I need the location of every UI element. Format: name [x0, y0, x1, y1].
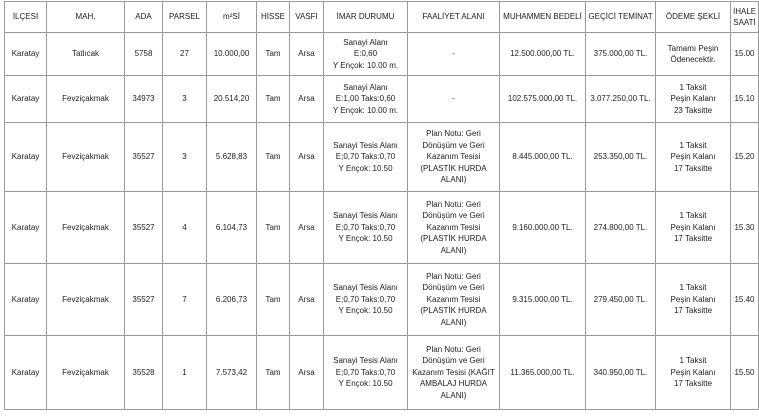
header-ilce: İLÇESİ — [5, 2, 47, 33]
table-row — [5, 123, 759, 192]
cell-vasfi: Arsa — [290, 264, 324, 336]
cell-odeme-sekli: 1 Taksit Peşin Kalanı 17 Taksitte — [656, 264, 731, 336]
cell-vasfi: Arsa — [290, 336, 324, 410]
cell-muhammen-bedeli: 12.500.000,00 TL. — [500, 33, 586, 76]
cell-mahalle: Fevziçakmak — [47, 192, 125, 264]
table-row — [5, 33, 759, 76]
cell-ilce: Karatay — [5, 192, 47, 264]
cell-ihale-saati: 15.30 — [731, 192, 759, 264]
cell-ihale-saati: 15.10 — [731, 76, 759, 123]
table-row — [5, 76, 759, 123]
header-ada: ADA — [125, 2, 163, 33]
cell-muhammen-bedeli: 11.365.000,00 TL. — [500, 336, 586, 410]
table-row — [5, 192, 759, 264]
cell-mahalle: Fevziçakmak — [47, 123, 125, 192]
cell-gecici-teminat: 3.077.250,00 TL. — [586, 76, 656, 123]
cell-faaliyet-alani: Plan Notu: Geri Dönüşüm ve Geri Kazanım Tesisi (PLASTİK HURDA ALANI) — [408, 264, 500, 336]
cell-hisse: Tam — [257, 192, 290, 264]
cell-vasfi: Arsa — [290, 33, 324, 76]
cell-ilce: Karatay — [5, 76, 47, 123]
cell-imar-durumu: Sanayi Alanı E:1,00 Taks:0,60 Y Ençok: 10.00 m. — [324, 76, 408, 123]
cell-faaliyet-alani: - — [408, 76, 500, 123]
header-odeme-sekli: ÖDEME ŞEKLİ — [656, 2, 731, 33]
cell-area: 7.573,42 — [207, 336, 257, 410]
header-hisse: HİSSE — [257, 2, 290, 33]
cell-faaliyet-alani: - — [408, 33, 500, 76]
cell-parsel: 4 — [163, 192, 207, 264]
cell-hisse: Tam — [257, 123, 290, 192]
cell-vasfi: Arsa — [290, 123, 324, 192]
header-ihale-saati: İHALE SAATİ — [731, 2, 759, 33]
cell-odeme-sekli: 1 Taksit Peşin Kalanı 17 Taksitte — [656, 123, 731, 192]
cell-ilce: Karatay — [5, 264, 47, 336]
cell-hisse: Tam — [257, 264, 290, 336]
cell-gecici-teminat: 274.800,00 TL. — [586, 192, 656, 264]
cell-ada: 35527 — [125, 264, 163, 336]
cell-imar-durumu: Sanayi Tesis Alanı E;0,70 Taks:0,70 Y Ençok: 10.50 — [324, 264, 408, 336]
cell-imar-durumu: Sanayi Tesis Alanı E;0,70 Taks:0,70 Y Ençok: 10.50 — [324, 192, 408, 264]
cell-area: 20.514,20 — [207, 76, 257, 123]
cell-ada: 35527 — [125, 123, 163, 192]
cell-gecici-teminat: 279.450,00 TL. — [586, 264, 656, 336]
cell-hisse: Tam — [257, 33, 290, 76]
header-gecici-teminat: GEÇİCİ TEMİNAT — [586, 2, 656, 33]
cell-mahalle: Fevziçakmak — [47, 336, 125, 410]
cell-mahalle: Fevziçakmak — [47, 264, 125, 336]
cell-muhammen-bedeli: 102.575.000,00 TL. — [500, 76, 586, 123]
cell-area: 6.206,73 — [207, 264, 257, 336]
cell-mahalle: Fevziçakmak — [47, 76, 125, 123]
cell-vasfi: Arsa — [290, 76, 324, 123]
cell-parsel: 7 — [163, 264, 207, 336]
cell-faaliyet-alani: Plan Notu: Geri Dönüşüm ve Geri Kazanım Tesisi (KAĞIT AMBALAJ HURDA ALANI) — [408, 336, 500, 410]
cell-gecici-teminat: 340.950,00 TL. — [586, 336, 656, 410]
cell-faaliyet-alani: Plan Notu: Geri Dönüşüm ve Geri Kazanım Tesisi (PLASTİK HURDA ALANI) — [408, 123, 500, 192]
cell-ilce: Karatay — [5, 336, 47, 410]
header-imar-durumu: İMAR DURUMU — [324, 2, 408, 33]
cell-parsel: 3 — [163, 123, 207, 192]
table-row — [5, 336, 759, 410]
cell-ilce: Karatay — [5, 123, 47, 192]
table-row — [5, 264, 759, 336]
cell-muhammen-bedeli: 8.445.000,00 TL. — [500, 123, 586, 192]
cell-imar-durumu: Sanayi Alanı E:0,60 Y Ençok: 10.00 m. — [324, 33, 408, 76]
cell-odeme-sekli: 1 Taksit Peşin Kalanı 17 Taksitte — [656, 336, 731, 410]
cell-ihale-saati: 15.50 — [731, 336, 759, 410]
header-parsel: PARSEL — [163, 2, 207, 33]
cell-odeme-sekli: Tamamı Peşin Ödenecektir. — [656, 33, 731, 76]
cell-hisse: Tam — [257, 76, 290, 123]
header-area: m²Sİ — [207, 2, 257, 33]
cell-parsel: 1 — [163, 336, 207, 410]
cell-muhammen-bedeli: 9.315.000,00 TL. — [500, 264, 586, 336]
cell-odeme-sekli: 1 Taksit Peşin Kalanı 17 Taksitte — [656, 192, 731, 264]
cell-gecici-teminat: 375.000,00 TL. — [586, 33, 656, 76]
cell-vasfi: Arsa — [290, 192, 324, 264]
cell-parsel: 27 — [163, 33, 207, 76]
cell-mahalle: Tatlıcak — [47, 33, 125, 76]
cell-ada: 35527 — [125, 192, 163, 264]
cell-ada: 5758 — [125, 33, 163, 76]
cell-parsel: 3 — [163, 76, 207, 123]
header-muhammen-bedeli: MUHAMMEN BEDELİ — [500, 2, 586, 33]
cell-muhammen-bedeli: 9.160.000,00 TL. — [500, 192, 586, 264]
header-mahalle: MAH. — [47, 2, 125, 33]
cell-ihale-saati: 15.00 — [731, 33, 759, 76]
cell-ada: 35528 — [125, 336, 163, 410]
cell-hisse: Tam — [257, 336, 290, 410]
cell-imar-durumu: Sanayi Tesis Alanı E;0,70 Taks:0,70 Y Ençok: 10.50 — [324, 336, 408, 410]
cell-area: 6.104,73 — [207, 192, 257, 264]
cell-gecici-teminat: 253.350,00 TL. — [586, 123, 656, 192]
cell-odeme-sekli: 1 Taksit Peşin Kalanı 23 Taksitte — [656, 76, 731, 123]
cell-ihale-saati: 15.40 — [731, 264, 759, 336]
header-vasfi: VASFI — [290, 2, 324, 33]
header-row — [5, 2, 759, 33]
cell-ihale-saati: 15.20 — [731, 123, 759, 192]
cell-area: 10.000,00 — [207, 33, 257, 76]
cell-ilce: Karatay — [5, 33, 47, 76]
cell-faaliyet-alani: Plan Notu: Geri Dönüşüm ve Geri Kazanım Tesisi (PLASTİK HURDA ALANI) — [408, 192, 500, 264]
cell-ada: 34973 — [125, 76, 163, 123]
auction-table-container — [4, 1, 757, 417]
header-faaliyet-alani: FAALİYET ALANI — [408, 2, 500, 33]
cell-imar-durumu: Sanayi Tesis Alanı E;0,70 Taks:0,70 Y Ençok: 10.50 — [324, 123, 408, 192]
auction-table — [4, 1, 759, 410]
cell-area: 5.628,83 — [207, 123, 257, 192]
